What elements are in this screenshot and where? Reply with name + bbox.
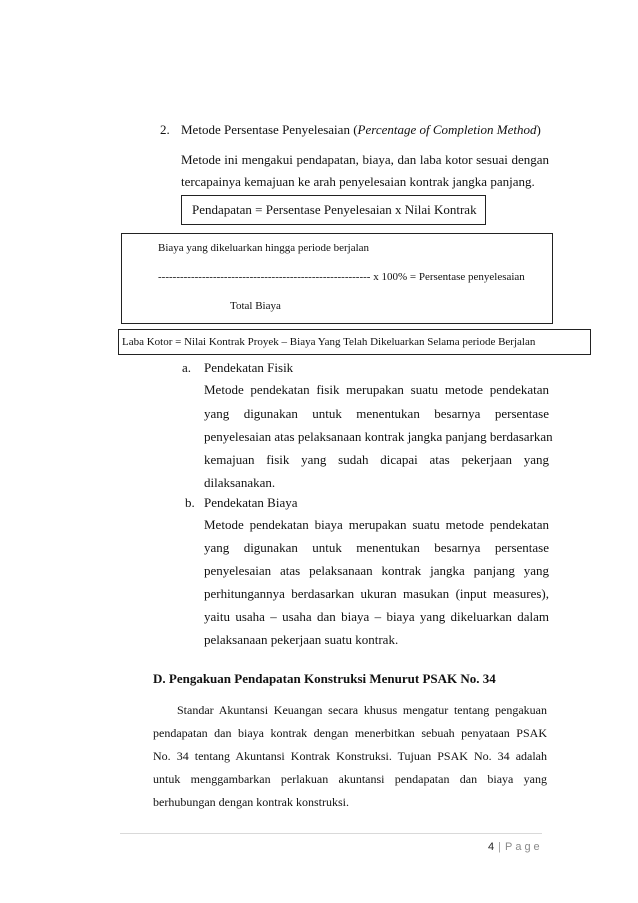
item-b-line: pelaksanaan pekerjaan suatu kontrak. bbox=[204, 632, 399, 647]
item-b-marker: b. bbox=[185, 495, 195, 510]
item-a-line: kemajuan fisik yang sudah dicapai atas pekerjaan yang bbox=[204, 452, 549, 467]
formula-revenue-box bbox=[181, 195, 486, 225]
section2-title-plain: Metode Persentase Penyelesaian ( bbox=[181, 122, 358, 137]
section2-paragraph-line: Metode ini mengakui pendapatan, biaya, dan laba kotor sesuai dengan bbox=[181, 152, 549, 167]
item-a-line: penyelesaian atas pelaksanaan kontrak jangka panjang berdasarkan bbox=[204, 429, 553, 444]
item-a-line: Metode pendekatan fisik merupakan suatu metode pendekatan bbox=[204, 382, 549, 397]
item-b-title: Pendekatan Biaya bbox=[204, 495, 298, 510]
item-b-line: yaitu usaha – usaha dan biaya – biaya yang dikeluarkan dalam bbox=[204, 609, 549, 624]
section2-title bbox=[181, 121, 541, 139]
section-d-line: Standar Akuntansi Keuangan secara khusus mengatur tentang pengakuan bbox=[177, 703, 547, 717]
section-d-line: pendapatan dan biaya kontrak dengan menerbitkan sebuah penyataan PSAK bbox=[153, 726, 547, 740]
item-a-title: Pendekatan Fisik bbox=[204, 360, 294, 375]
item-b-line: yang digunakan untuk menentukan besarnya persentase bbox=[204, 540, 549, 555]
footer-divider bbox=[120, 833, 542, 834]
section-d-line: untuk menggambarkan perlakuan akuntansi pendapatan dan biaya yang bbox=[153, 772, 547, 786]
page-word: Page bbox=[504, 841, 543, 853]
item-b-line: perhitungannya berdasarkan ukuran masukan (input measures), bbox=[204, 586, 549, 601]
fraction-denominator: Total Biaya bbox=[230, 300, 281, 312]
item-a-line: yang digunakan untuk menentukan besarnya persentase bbox=[204, 406, 549, 421]
page-separator: | bbox=[498, 841, 501, 853]
section2-number: 2. bbox=[160, 122, 170, 137]
page-number: 4 bbox=[488, 841, 495, 853]
item-a-marker: a. bbox=[182, 360, 192, 375]
section-d-line: No. 34 tentang Akuntansi Kontrak Konstruksi. Tujuan PSAK No. 34 adalah bbox=[153, 749, 547, 763]
section2-paragraph-line: tercapainya kemajuan ke arah penyelesaian kontrak jangka panjang. bbox=[181, 174, 535, 189]
formula-revenue: Pendapatan = Persentase Penyelesaian x Nilai Kontrak bbox=[192, 202, 477, 217]
formula-gross-profit: Laba Kotor = Nilai Kontrak Proyek – Biaya Yang Telah Dikeluarkan Selama periode Berjalan bbox=[122, 336, 536, 348]
section2-title-close: ) bbox=[536, 122, 541, 137]
item-b-line: penyelesaian atas pelaksanaan kontrak jangka panjang yang bbox=[204, 563, 549, 578]
item-b-line: Metode pendekatan biaya merupakan suatu metode pendekatan bbox=[204, 517, 549, 532]
fraction-numerator: Biaya yang dikeluarkan hingga periode berjalan bbox=[158, 242, 370, 254]
item-a-line: dilaksanakan. bbox=[204, 475, 276, 490]
formula-percentage-box bbox=[121, 233, 553, 324]
fraction-line: ---------------------------------------------------------- x 100% = Persentase penyelesaian bbox=[158, 271, 525, 283]
page-footer bbox=[488, 841, 543, 853]
section-d-heading: D. Pengakuan Pendapatan Konstruksi Menurut PSAK No. 34 bbox=[153, 671, 496, 686]
formula-gross-profit-box bbox=[118, 329, 591, 355]
section-d-line: berhubungan dengan kontrak konstruksi. bbox=[153, 795, 349, 809]
section2-title-italic: Percentage of Completion Method bbox=[357, 122, 537, 137]
